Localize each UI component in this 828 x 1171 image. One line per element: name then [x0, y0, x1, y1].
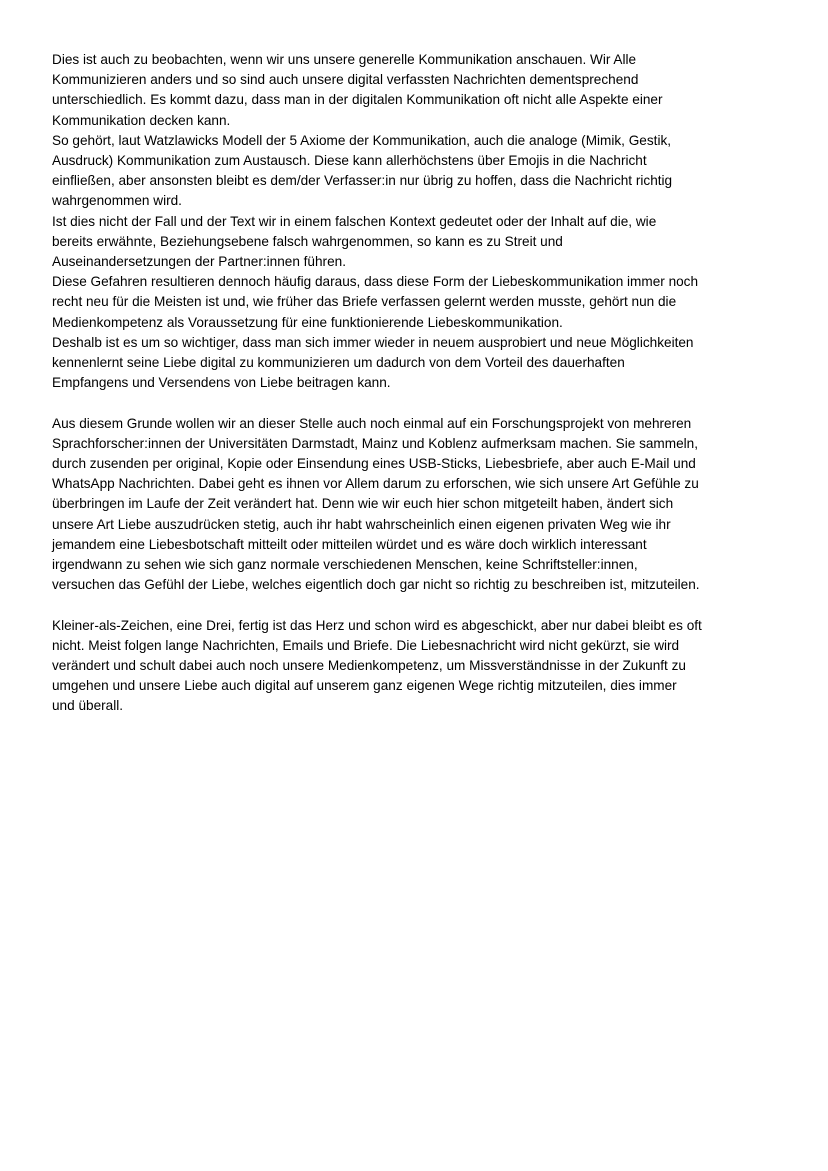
text-line: Medienkompetenz als Voraussetzung für eine funktionierende Liebeskommunikation.: [52, 314, 563, 330]
paragraph-communication-risks: [52, 50, 782, 393]
text-line: Sprachforscher:innen der Universitäten Darmstadt, Mainz und Koblenz aufmerksam machen. Sie sammeln,: [52, 435, 698, 451]
text-line: jemandem eine Liebesbotschaft mitteilt oder mitteilen würdet und es wäre doch wirklich interessant: [52, 536, 647, 552]
text-line: Kommunizieren anders und so sind auch unsere digital verfassten Nachrichten dementsprechend: [52, 72, 639, 88]
text-line: unterschiedlich. Es kommt dazu, dass man in der digitalen Kommunikation oft nicht alle Aspekte einer: [52, 92, 663, 108]
text-line: versuchen das Gefühl der Liebe, welches eigentlich doch gar nicht so richtig zu beschreiben ist, mitzuteilen.: [52, 577, 700, 593]
paragraph-spacer: [52, 393, 782, 413]
paragraph-research-project: [52, 414, 782, 596]
text-line: Deshalb ist es um so wichtiger, dass man sich immer wieder in neuem ausprobiert und neue Möglichkeiten: [52, 334, 694, 350]
text-line: WhatsApp Nachrichten. Dabei geht es ihnen vor Allem darum zu erforschen, wie sich unsere Art Gefühle zu: [52, 476, 699, 492]
text-line: recht neu für die Meisten ist und, wie früher das Briefe verfassen gelernt werden musste, gehört nun die: [52, 294, 677, 310]
text-line: Aus diesem Grunde wollen wir an dieser Stelle auch noch einmal auf ein Forschungsprojekt von mehreren: [52, 415, 692, 431]
text-line: bereits erwähnte, Beziehungsebene falsch wahrgenommen, so kann es zu Streit und: [52, 233, 563, 249]
text-line: wahrgenommen wird.: [52, 193, 182, 209]
text-line: So gehört, laut Watzlawicks Modell der 5 Axiome der Kommunikation, auch die analoge (Mimik, Gestik,: [52, 132, 672, 148]
text-line: unsere Art Liebe auszudrücken stetig, auch ihr habt wahrscheinlich einen eigenen privaten Weg wie ihr: [52, 516, 671, 532]
text-line: Ausdruck) Kommunikation zum Austausch. Diese kann allerhöchstens über Emojis in die Nachricht: [52, 153, 647, 169]
text-line: und überall.: [52, 698, 124, 714]
text-line: verändert und schult dabei auch noch unsere Medienkompetenz, um Missverständnisse in der Zukunft zu: [52, 658, 686, 674]
text-line: einfließen, aber ansonsten bleibt es dem/der Verfasser:in nur übrig zu hoffen, dass die Nachricht richtig: [52, 173, 673, 189]
text-line: umgehen und unsere Liebe auch digital auf unserem ganz eigenen Wege richtig mitzuteilen, dies immer: [52, 678, 677, 694]
text-line: Kleiner-als-Zeichen, eine Drei, fertig ist das Herz und schon wird es abgeschickt, aber nur dabei bleibt es oft: [52, 617, 702, 633]
paragraph-conclusion: [52, 616, 782, 717]
text-line: nicht. Meist folgen lange Nachrichten, Emails und Briefe. Die Liebesnachricht wird nicht gekürzt, sie wird: [52, 637, 680, 653]
text-line: Auseinandersetzungen der Partner:innen führen.: [52, 254, 346, 270]
text-line: irgendwann zu sehen wie sich ganz normale verschiedenen Menschen, keine Schriftsteller:innen,: [52, 557, 638, 573]
text-line: überbringen im Laufe der Zeit verändert hat. Denn wie wir euch hier schon mitgeteilt haben, ändert sich: [52, 496, 674, 512]
text-line: kennenlernt seine Liebe digital zu kommunizieren um dadurch von dem Vorteil des dauerhaften: [52, 355, 625, 371]
text-line: Kommunikation decken kann.: [52, 112, 231, 128]
text-line: Empfangens und Versendens von Liebe beitragen kann.: [52, 375, 391, 391]
text-line: durch zusenden per original, Kopie oder Einsendung eines USB-Sticks, Liebesbriefe, aber auch E-Mail und: [52, 456, 696, 472]
text-line: Dies ist auch zu beobachten, wenn wir uns unsere generelle Kommunikation anschauen. Wir Alle: [52, 52, 637, 67]
text-line: Ist dies nicht der Fall und der Text wir in einem falschen Kontext gedeutet oder der Inhalt auf die, wie: [52, 213, 657, 229]
text-line: Diese Gefahren resultieren dennoch häufig daraus, dass diese Form der Liebeskommunikation immer noch: [52, 274, 699, 290]
paragraph-spacer: [52, 595, 782, 615]
document-body: [52, 50, 782, 717]
